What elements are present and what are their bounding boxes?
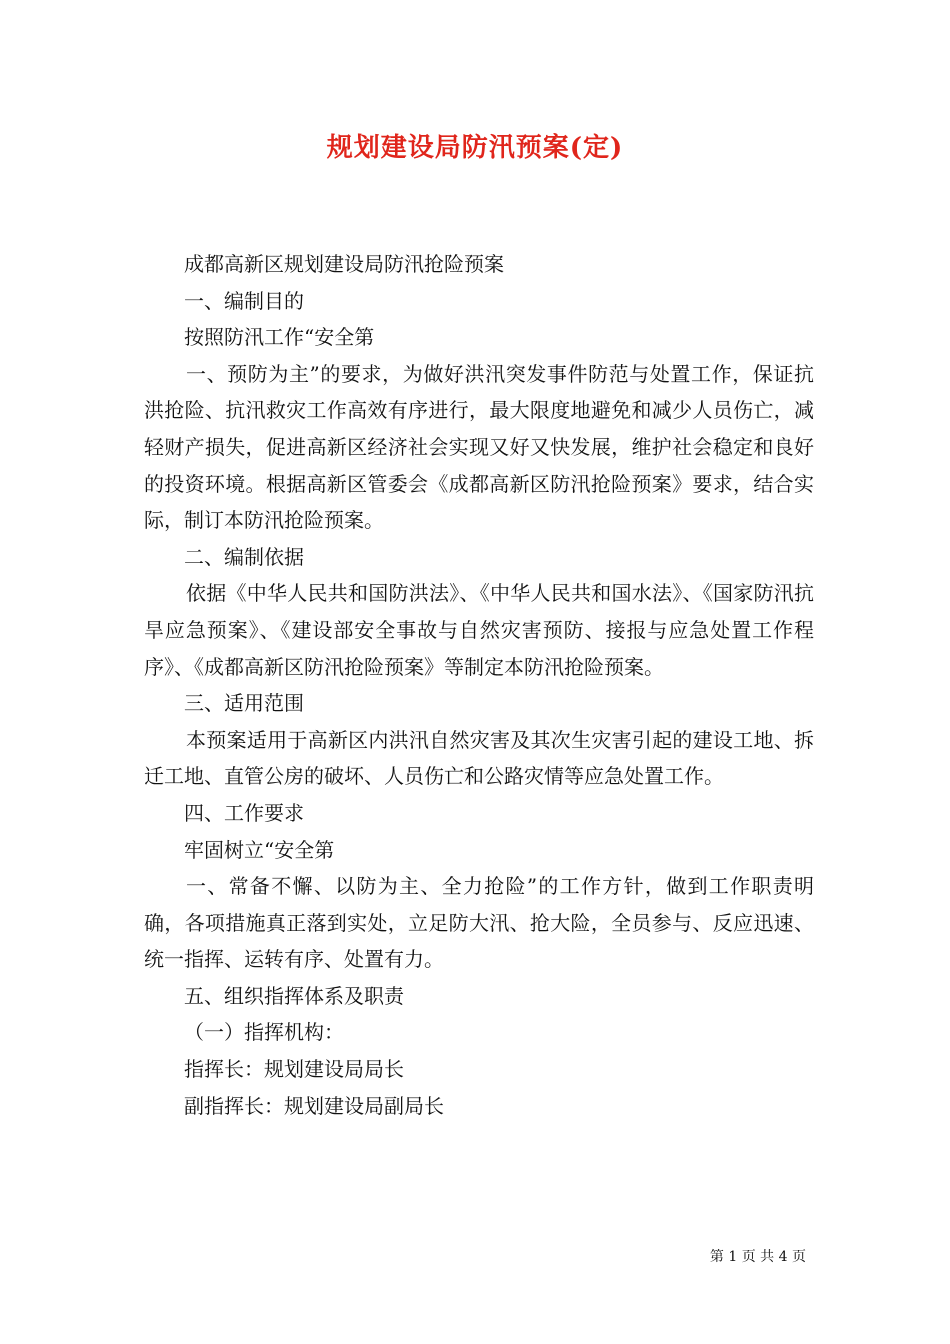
document-body: [144, 246, 814, 1124]
section-heading: 三、适用范围: [184, 691, 304, 716]
paragraph: 成都高新区规划建设局防汛抢险预案: [184, 252, 504, 276]
section-heading: 四、工作要求: [184, 800, 304, 825]
paragraph: 本预案适用于高新区内洪汛自然灾害及其次生灾害引起的建设工地、拆迁工地、直管公房的破坏、人员伤亡和公路灾情等应急处置工作。: [144, 727, 814, 789]
section-heading: 二、编制依据: [184, 544, 304, 569]
paragraph: 一、常备不懈、以防为主、全力抢险”的工作方针，做到工作职责明确，各项措施真正落到实处，立足防大汛、抢大险，全员参与、反应迅速、统一指挥、运转有序、处置有力。: [144, 874, 814, 972]
paragraph: 依据《中华人民共和国防洪法》、《中华人民共和国水法》、《国家防汛抗旱应急预案》、《建设部安全事故与自然灾害预防、接报与应急处置工作程序》、《成都高新区防汛抢险预案》等制定本防汛抢险预案。: [144, 581, 814, 679]
paragraph: 副指挥长：规划建设局副局长: [184, 1093, 444, 1118]
document-title: 规划建设局防汛预案(定): [326, 133, 624, 163]
paragraph: 牢固树立“安全第: [184, 837, 335, 862]
paragraph: 指挥长：规划建设局局长: [184, 1057, 404, 1082]
paragraph: 一、预防为主”的要求，为做好洪汛突发事件防范与处置工作，保证抗洪抢险、抗汛救灾工作高效有序进行，最大限度地避免和减少人员伤亡，减轻财产损失，促进高新区经济社会实现又好又快发展，维护社会稳定和良好的投资环境。根据高新区管委会《成都高新区防汛抢险预案》要求，结合实际，制订本防汛抢险预案。: [144, 361, 814, 533]
section-heading: 五、组织指挥体系及职责: [184, 983, 404, 1008]
section-heading: 一、编制目的: [184, 288, 304, 313]
paragraph: 按照防汛工作“安全第: [184, 325, 375, 350]
page-number-footer: 第 1 页 共 4 页: [709, 1249, 806, 1265]
sub-heading: （一）指挥机构：: [184, 1020, 344, 1045]
